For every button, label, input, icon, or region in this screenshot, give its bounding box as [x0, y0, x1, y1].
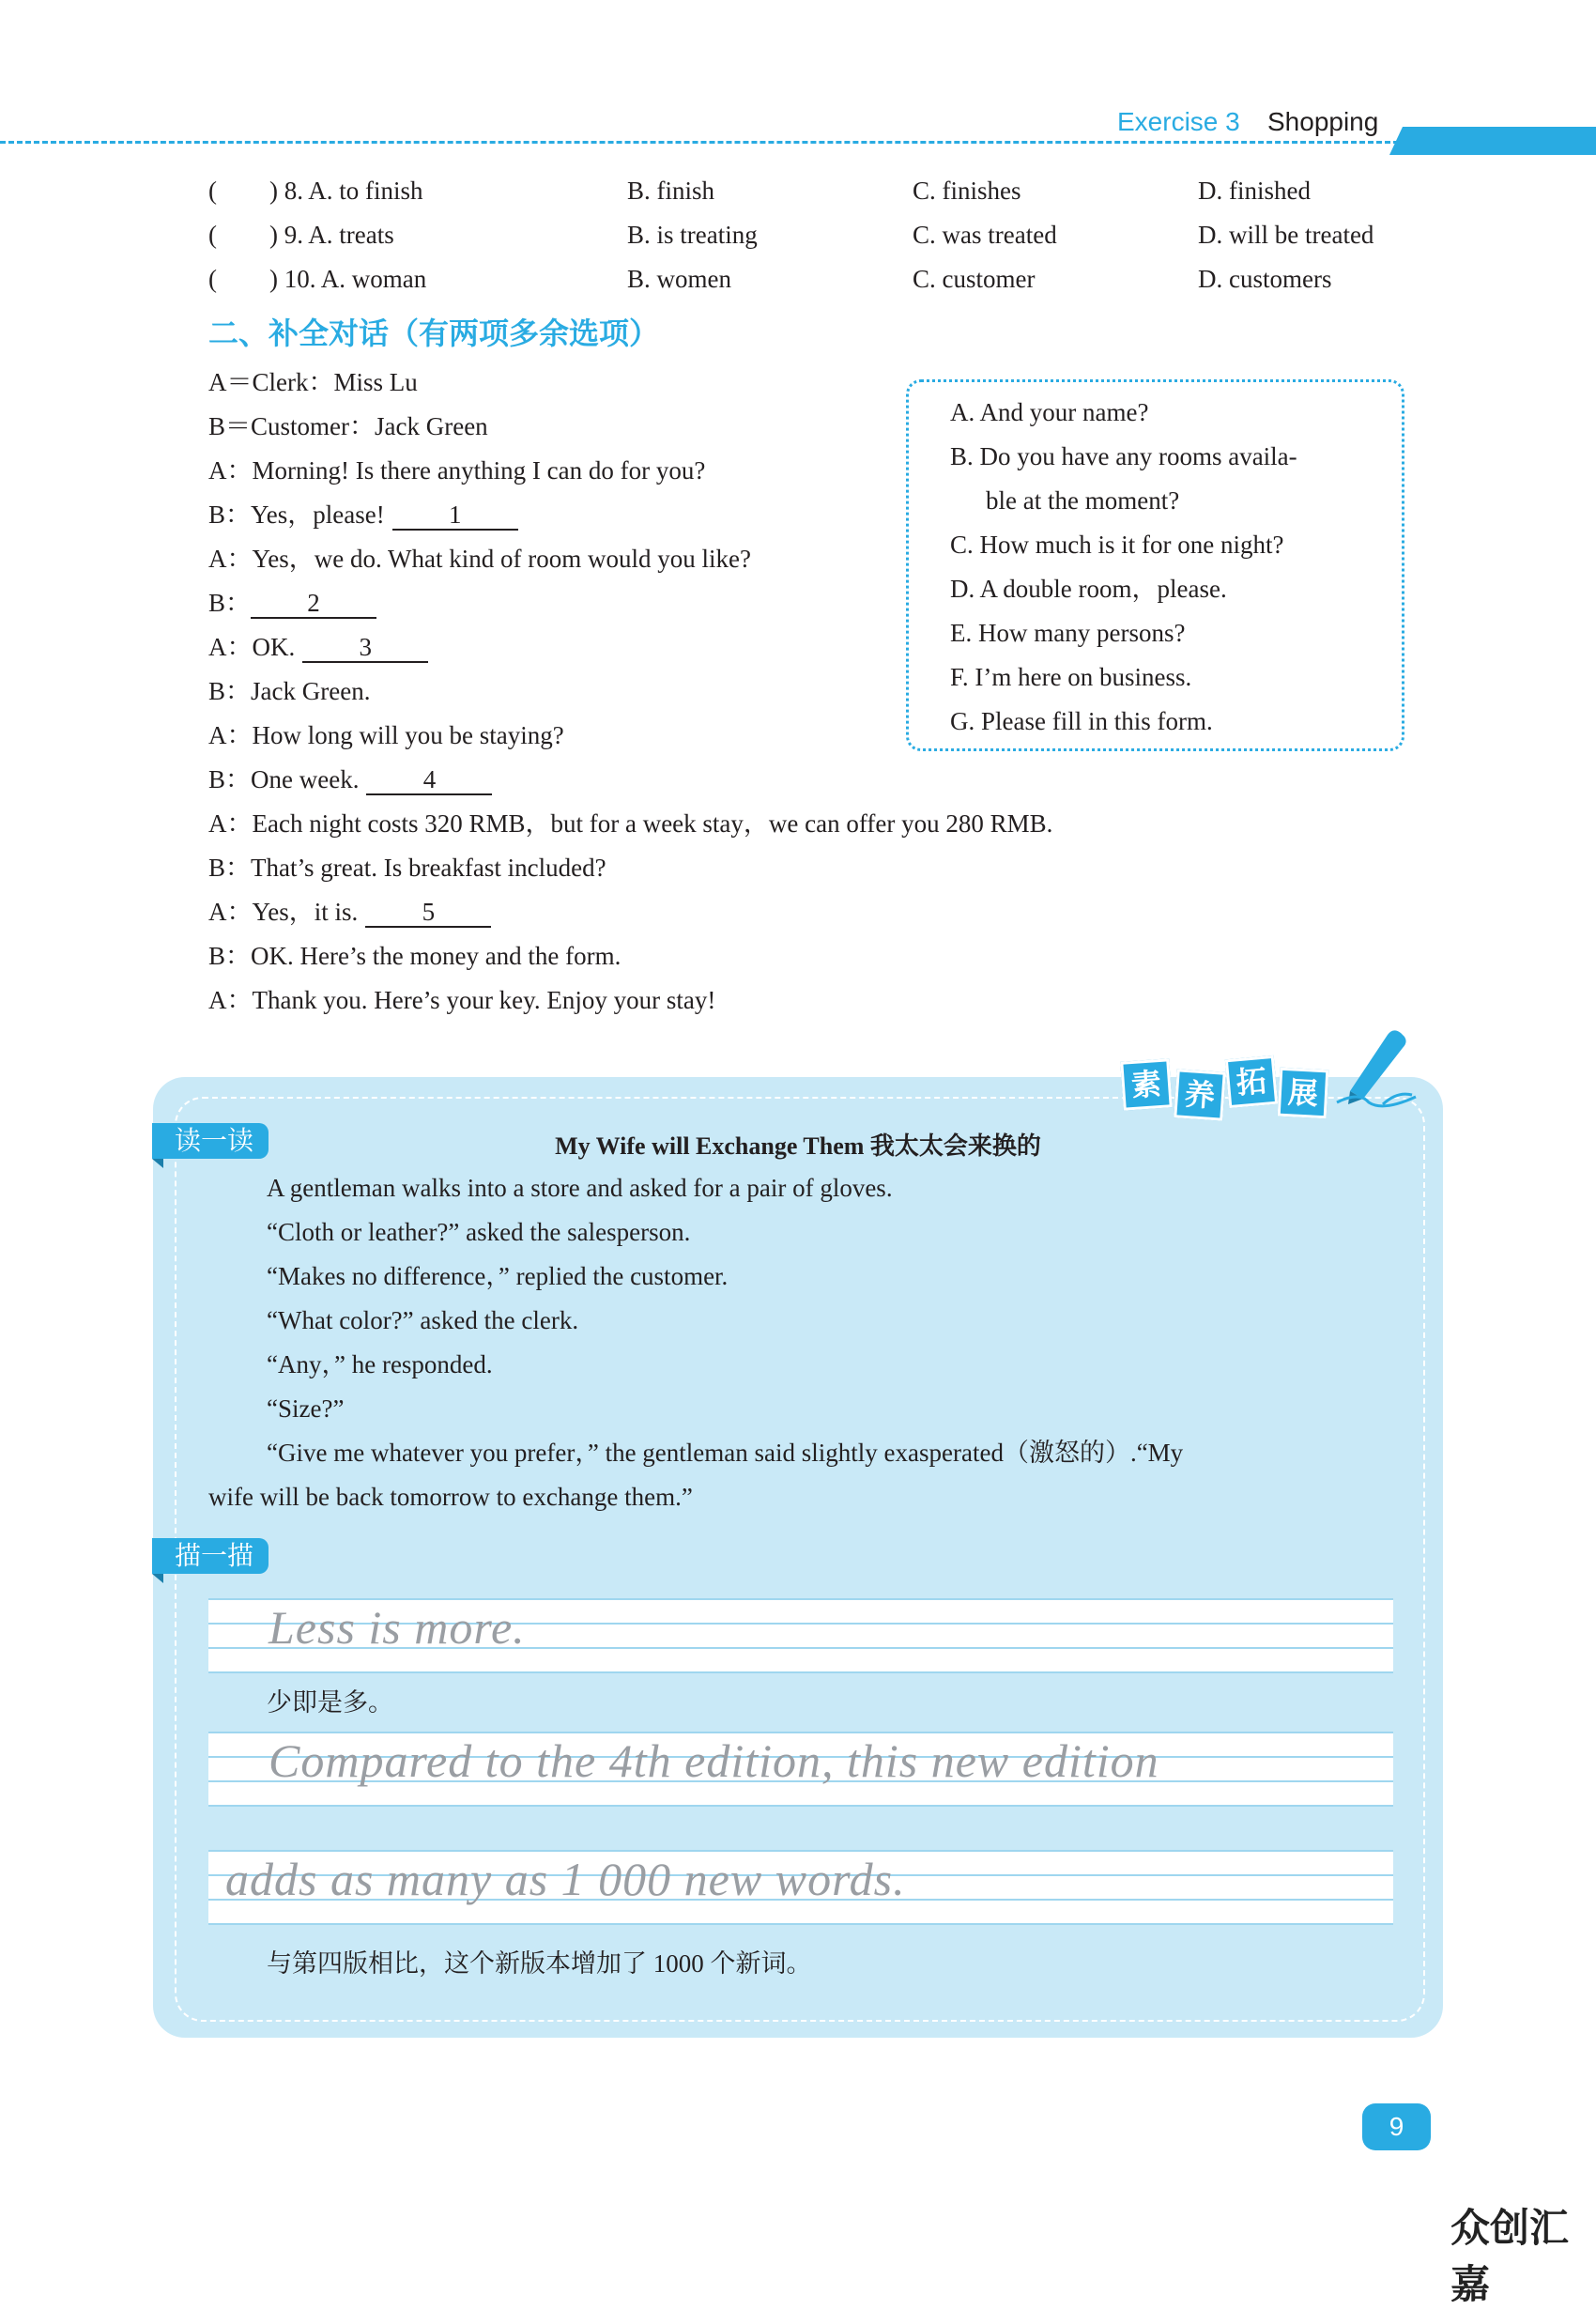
read-tag: 读一读	[152, 1123, 269, 1159]
dialogue-line: A：OK. 3	[208, 631, 428, 663]
story-line: “Cloth or leather?” asked the salesperson.	[267, 1218, 691, 1246]
dialogue-line: A＝Clerk：Miss Lu	[208, 368, 418, 396]
dialogue-line: B：One week. 4	[208, 763, 492, 795]
section-title: 二、补全对话（有两项多余选项）	[208, 316, 660, 351]
blank-2[interactable]: 2	[251, 589, 376, 619]
answer-paren-open[interactable]: (	[208, 177, 217, 205]
option-c: C. customer	[913, 265, 1036, 293]
option-d: D. customers	[1198, 265, 1332, 293]
dialogue-line: A：How long will you be staying?	[208, 721, 564, 749]
dialogue-line: B： 2	[208, 587, 376, 619]
badge-char: 展	[1278, 1068, 1329, 1119]
trace-translation: 与第四版相比，这个新版本增加了 1000 个新词。	[267, 1949, 812, 1978]
option-item: E. How many persons?	[950, 619, 1186, 647]
header-accent-bar	[1389, 127, 1596, 155]
trace-text: Compared to the 4th edition, this new edition	[269, 1734, 1159, 1787]
dialogue-line: A：Yes，it is. 5	[208, 896, 491, 928]
dialogue-line: A：Each night costs 320 RMB，but for a week stay，we can offer you 280 RMB.	[208, 809, 1053, 838]
question-row: ( ) 8. A. to finish	[208, 177, 423, 205]
badge-char: 拓	[1225, 1055, 1278, 1108]
blank-3[interactable]: 3	[302, 633, 428, 663]
answer-paren-open[interactable]: (	[208, 265, 217, 293]
trace-text: adds as many as 1 000 new words.	[225, 1853, 906, 1905]
question-row: ( ) 9. A. treats	[208, 221, 394, 249]
blank-1[interactable]: 1	[392, 500, 518, 531]
blank-4[interactable]: 4	[366, 765, 492, 795]
dialogue-line: B：Yes，please! 1	[208, 499, 518, 531]
story-line: “Any，” he responded.	[267, 1350, 493, 1378]
dialogue-line: A：Morning! Is there anything I can do for you?	[208, 456, 706, 485]
dialogue-line: B＝Customer：Jack Green	[208, 412, 488, 440]
header-topic: Shopping	[1267, 107, 1379, 136]
option-item: G. Please fill in this form.	[950, 707, 1213, 735]
dialogue-line: B：OK. Here’s the money and the form.	[208, 942, 622, 970]
options-list	[950, 391, 1297, 744]
option-c: C. was treated	[913, 221, 1057, 249]
pen-icon	[1331, 1025, 1425, 1110]
dialogue-line: A：Thank you. Here’s your key. Enjoy your stay!	[208, 986, 716, 1014]
watermark: 众创汇嘉	[1450, 2205, 1570, 2307]
story-line: “What color?” asked the clerk.	[267, 1306, 579, 1334]
question-row: ( ) 10. A. woman	[208, 265, 427, 293]
badge-char: 素	[1120, 1058, 1173, 1111]
story-line: wife will be back tomorrow to exchange them.”	[208, 1483, 693, 1511]
header-exercise: Exercise 3	[1117, 107, 1240, 136]
option-b: B. women	[627, 265, 731, 293]
header-dashed-line	[0, 141, 1399, 144]
page-number: 9	[1362, 2103, 1431, 2150]
story-title: My Wife will Exchange Them 我太太会来换的	[555, 1132, 1041, 1160]
option-b: B. is treating	[627, 221, 758, 249]
trace-tag: 描一描	[152, 1538, 269, 1574]
dialogue-line: B：That’s great. Is breakfast included?	[208, 854, 606, 882]
option-b: B. finish	[627, 177, 715, 205]
dialogue-line: A：Yes，we do. What kind of room would you like?	[208, 545, 751, 573]
option-item: C. How much is it for one night?	[950, 531, 1284, 559]
option-item: A. And your name?	[950, 398, 1149, 426]
badge-char: 养	[1174, 1069, 1226, 1121]
trace-translation: 少即是多。	[267, 1688, 393, 1717]
story-line: “Give me whatever you prefer，” the gentleman said slightly exasperated（激怒的）.“My	[267, 1439, 1184, 1467]
answer-paren-open[interactable]: (	[208, 221, 217, 249]
option-d: D. finished	[1198, 177, 1311, 205]
dialogue-line: B：Jack Green.	[208, 677, 371, 705]
story-line: “Size?”	[267, 1394, 345, 1423]
option-c: C. finishes	[913, 177, 1021, 205]
blank-5[interactable]: 5	[365, 898, 491, 928]
option-item: F. I’m here on business.	[950, 663, 1192, 691]
option-d: D. will be treated	[1198, 221, 1374, 249]
trace-text: Less is more.	[269, 1601, 526, 1654]
option-item: B. Do you have any rooms availa-	[950, 442, 1297, 470]
option-item: ble at the moment?	[986, 486, 1180, 515]
option-item: D. A double room，please.	[950, 575, 1227, 603]
story-line: “Makes no difference，” replied the customer.	[267, 1262, 729, 1290]
story-line: A gentleman walks into a store and asked for a pair of gloves.	[267, 1174, 893, 1202]
